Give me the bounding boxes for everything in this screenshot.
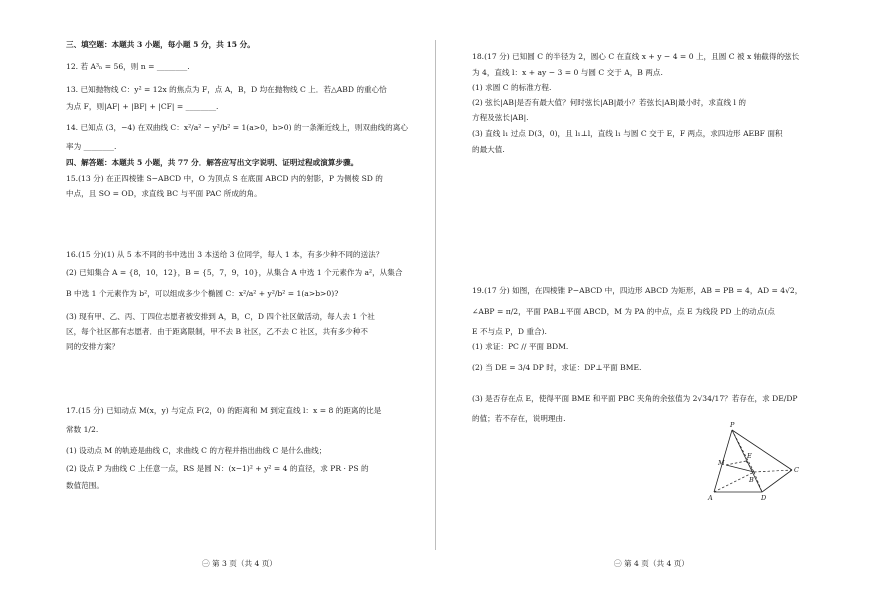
question-17-line-5: 数值范围。 [66,481,104,490]
question-16-line-6: 同的安排方案？ [66,342,120,351]
edge-me-hidden [726,461,746,465]
question-16-line-5: 区，每个社区都有志愿者．由于距离限制，甲不去 B 社区，乙不去 C 社区，共有多少种不 [66,327,369,336]
pyramid-figure [706,420,826,506]
label-b: B [749,476,754,484]
question-18-line-4: (2) 弦长|AB|是否有最大值？何时弦长|AB|最小？若弦长|AB|最小时，求直线 l 的 [472,98,746,107]
question-18-line-2: 为 4，直线 l：x + ay − 3 = 0 与圆 C 交于 A，B 两点. [472,68,663,77]
label-m: M [718,459,725,467]
question-17-line-2: 常数 1/2. [66,425,99,434]
edge-pc [732,430,792,470]
label-c: C [794,466,799,474]
question-15-line-2: 中点，且 SO = OD，求直线 BC 与平面 PAC 所成的角。 [66,189,262,198]
label-a: A [708,494,713,502]
edge-dc [762,470,792,492]
question-15-line-1: 15.(13 分) 在正四棱锥 S−ABCD 中，O 为顶点 S 在底面 ABCD 内的射影，P 为侧棱 SD 的 [66,174,383,183]
question-19-line-2: ∠ABP = π/2，平面 PAB⊥平面 ABCD，M 为 PA 的中点，点 E 为线段 PD 上的动点(点 [472,307,775,316]
question-18-line-5: 方程及弦长|AB|. [472,113,529,122]
question-19-line-4: (1) 求证：PC // 平面 BDM. [472,342,569,351]
question-19-line-3: E 不与点 P，D 重合). [472,327,547,336]
section-heading-answer: 四、解答题：本题共 5 小题，共 77 分．解答应写出文字说明、证明过程或演算步骤。 [66,158,359,167]
question-18-line-7: 的最大值. [472,145,505,154]
label-d: D [761,494,767,502]
question-16-line-3: B 中选 1 个元素作为 b²，可以组成多少个椭圆 C：x²/a² + y²/b² = 1(a>b>0)? [66,289,339,298]
page-number-3: ㊀ 第 3 页（共 4 页） [202,559,277,568]
question-16-line-1: 16.(15 分)(1) 从 5 本不同的书中选出 3 本送给 3 位同学，每人 1 本，有多少种不同的送法？ [66,250,384,259]
edge-bd-hidden [754,472,762,492]
question-18-line-1: 18.(17 分) 已知圆 C 的半径为 2，圆心 C 在直线 x + y − 4 = 0 上，且圆 C 被 x 轴截得的弦长 [472,52,800,61]
question-12: 12. 若 A³ₙ = 56，则 n = ________. [66,62,190,71]
question-14-line-2: 率为 ________. [66,142,117,151]
question-17-line-3: (1) 设动点 M 的轨迹是曲线 C，求曲线 C 的方程并指出曲线 C 是什么曲线； [66,446,327,455]
question-13-line-2: 为点 F，则|AF| + |BF| + |CF| = ________. [66,102,219,111]
page-4-column [436,0,870,615]
question-16-line-2: (2) 已知集合 A = {8，10，12}，B = {5，7，9，10}，从集合 A 中选 1 个元素作为 a²，从集合 [66,268,403,277]
question-19-line-1: 19.(17 分) 如图，在四棱锥 P−ABCD 中，四边形 ABCD 为矩形，AB = PB = 4，AD = 4√2， [472,286,803,295]
edge-bc-hidden [754,470,792,472]
label-p: P [730,421,735,429]
question-16-line-4: (3) 现有甲、乙、丙、丁四位志愿者被安排到 A，B，C，D 四个社区做活动，每人去 1 个社 [66,312,375,321]
question-18-line-3: (1) 求圆 C 的标准方程. [472,83,552,92]
question-19-line-5: (2) 当 DE = 3/4 DP 时，求证：DP⊥平面 BME. [472,363,642,372]
page-number-4: ㊀ 第 4 页（共 4 页） [614,559,689,568]
question-13-line-1: 13. 已知抛物线 C：y² = 12x 的焦点为 F，点 A，B，D 均在抛物线 C 上．若△ABD 的重心恰 [66,85,387,94]
question-17-line-4: (2) 设点 P 为曲线 C 上任意一点，RS 是圆 N：(x−1)² + y² = 4 的直径，求 PR · PS 的 [66,464,369,473]
label-e: E [747,452,752,460]
question-19-line-6: (3) 是否存在点 E，使得平面 BME 和平面 PBC 夹角的余弦值为 2√34/17？若存在，求 DE/DP [472,394,798,403]
section-heading-fill-in: 三、填空题：本题共 3 小题，每小题 5 分，共 15 分。 [66,40,255,49]
edge-ab-hidden [714,472,754,492]
question-19-line-7: 的值；若不存在，说明理由. [472,414,566,423]
question-18-line-6: (3) 直线 l₁ 过点 D(3，0)，且 l₁⊥l，直线 l₁ 与圆 C 交于 E，F 两点，求四边形 AEBF 面积 [472,129,783,138]
question-17-line-1: 17.(15 分) 已知动点 M(x，y) 与定点 F(2，0) 的距离和 M 到定直线 l：x = 8 的距离的比是 [66,406,382,415]
question-14-line-1: 14. 已知点 (3，−4) 在双曲线 C：x²/a² − y²/b² = 1(a>0，b>0) 的一条渐近线上，则双曲线的离心 [66,123,408,132]
